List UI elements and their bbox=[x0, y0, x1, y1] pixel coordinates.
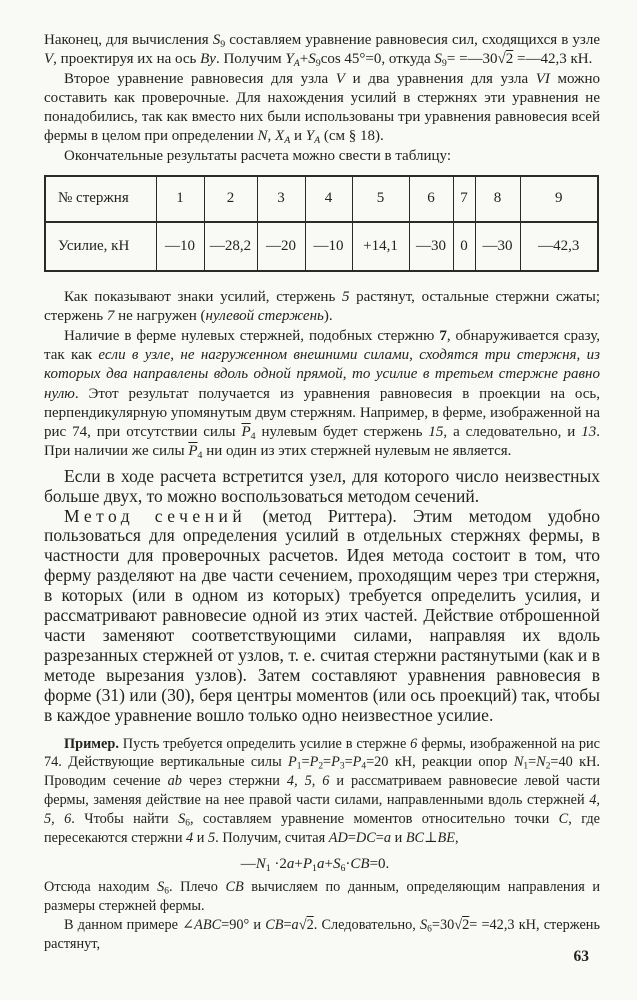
table-header-cell: 4 bbox=[305, 176, 352, 222]
paragraph-zero-rods: Наличие в ферме нулевых стержней, подобных стержню 7, обнаруживается сразу, так как если в узле, не нагруженном внешними силами, сходятся три стержня, из которых два направлены вдоль одной прямой, то усилие в третьем стержне равно нулю. Этот результат получается из уравнения равновесия в проекции на ось, перпендикулярную упомянутым двум стержням. Например, в ферме, изображенной на рис 74, при отсутствии силы $\overline{P}_4$ нулевым будет стержень 15, а следовательно, и 13. При наличии же силы $\overline{P}_4$ ни один из этих стержней нулевым не является. bbox=[44, 327, 600, 462]
table-value-cell: —20 bbox=[257, 222, 305, 271]
example-section bbox=[44, 735, 600, 954]
table-header-cell: 9 bbox=[520, 176, 598, 222]
table-value-cell: —30 bbox=[475, 222, 520, 271]
section-method-of-sections bbox=[44, 467, 600, 726]
table-value-cell: 0 bbox=[453, 222, 475, 271]
paragraph-ritter-method: Метод сечений (метод Риттера). Этим методом удобно пользоваться для определения усилий в отдельных стержнях фермы, в частности для проверочных расчетов. Идея метода состоит в том, что ферму разделяют на две части сечением, проходящим через три стержня, в которых (или в одном из которых) требуется определить усилия, и рассматривают равновесие одной из этих частей. Действие отброшенной части заменяют соответствующими силами, направляя их вдоль разрезанных стержней от узлов, т. е. считая стержни растянутыми (как и в методе вырезания узлов). Затем составляют уравнения равновесия в форме (31) или (30), беря центры моментов (или ось проекций) так, чтобы в каждое уравнение вошло только одно неизвестное усилие. bbox=[44, 505, 601, 725]
paragraph-result: В данном примере ∠ABC=90° и CB=a√2. Следовательно, $S_6=30√2= =42,3$ кН, стержень растянут, bbox=[44, 916, 600, 952]
paragraph-check-equations: Второе уравнение равновесия для узла V и два уравнения для узла VI можно составить как проверочные. Для нахождения усилий в стержнях эти уравнения не понадобились, так как вместо них были использованы три уравнения равновесия всей фермы в целом при определении N, $X_A$ и $Y_A$ (см § 18). bbox=[44, 70, 600, 147]
table-value-cell: —42,3 bbox=[520, 222, 598, 271]
table-value-cell: —30 bbox=[409, 222, 453, 271]
paragraph-node-unknowns: Если в ходе расчета встретится узел, для которого число неизвестных больше двух, то можно воспользоваться методом сечений. bbox=[44, 465, 600, 506]
table-header-cell: 3 bbox=[257, 176, 305, 222]
moment-equation: $—N_1 \cdot 2a+P_1a+S_6\cdot CB=0$. bbox=[240, 855, 390, 874]
paragraph-table-intro: Окончательные результаты расчета можно свести в таблицу: bbox=[64, 147, 451, 164]
table-value-cell: +14,1 bbox=[352, 222, 409, 271]
table-header-cell: 7 bbox=[453, 176, 475, 222]
table-header-cell: 8 bbox=[475, 176, 520, 222]
table-header-cell: 2 bbox=[204, 176, 257, 222]
table-value-cell: —28,2 bbox=[204, 222, 257, 271]
table-force-row-label: Усилие, кН bbox=[45, 222, 156, 271]
results-table bbox=[44, 175, 599, 272]
table-header-row bbox=[45, 176, 598, 222]
table-header-cell: 1 bbox=[156, 176, 204, 222]
page-number: 63 bbox=[573, 947, 589, 965]
table-header-cell: 5 bbox=[352, 176, 409, 222]
table-values-row bbox=[45, 222, 598, 271]
paragraph-find-s6: Отсюда находим $S_6$. Плечо CB вычисляем по данным, определяющим направления и размеры стержней фермы. bbox=[44, 878, 601, 914]
paragraph-s9-equilibrium: Наконец, для вычисления $S_9$ составляем уравнение равновесия сил, сходящихся в узле V, проектируя их на ось By. Получим $Y_A+S_9\cos$ 45°=0, откуда $S_9=$ =—30√2 =—42,3 кН. bbox=[44, 32, 600, 70]
table-value-cell: —10 bbox=[156, 222, 204, 271]
paragraph-example: Пример. Пусть требуется определить усилие в стержне 6 фермы, изображенной на рис 74. Действующие вертикальные силы $P_1=P_2=P_3=P_4=20$ кН, реакции опор $N_1=N_2=40$ кН. Проводим сечение ab через стержни 4, 5, 6 и рассматриваем равновесие левой части фермы, заменяя действие на нее правой части силами, направленными вдоль стержней 4, 5, 6. Чтобы найти $S_6$, составляем уравнение моментов относительно точки C, где пересекаются стержни 4 и 5. Получим, считая AD=DC=a и BC⊥BE, bbox=[44, 735, 601, 847]
paragraph-force-signs: Как показывают знаки усилий, стержень 5 растянут, остальные стержни сжаты; стержень 7 не нагружен (нулевой стержень). bbox=[44, 289, 600, 325]
table-value-cell: —10 bbox=[305, 222, 352, 271]
table-header-rod-label: № стержня bbox=[45, 176, 156, 222]
table-header-cell: 6 bbox=[409, 176, 453, 222]
